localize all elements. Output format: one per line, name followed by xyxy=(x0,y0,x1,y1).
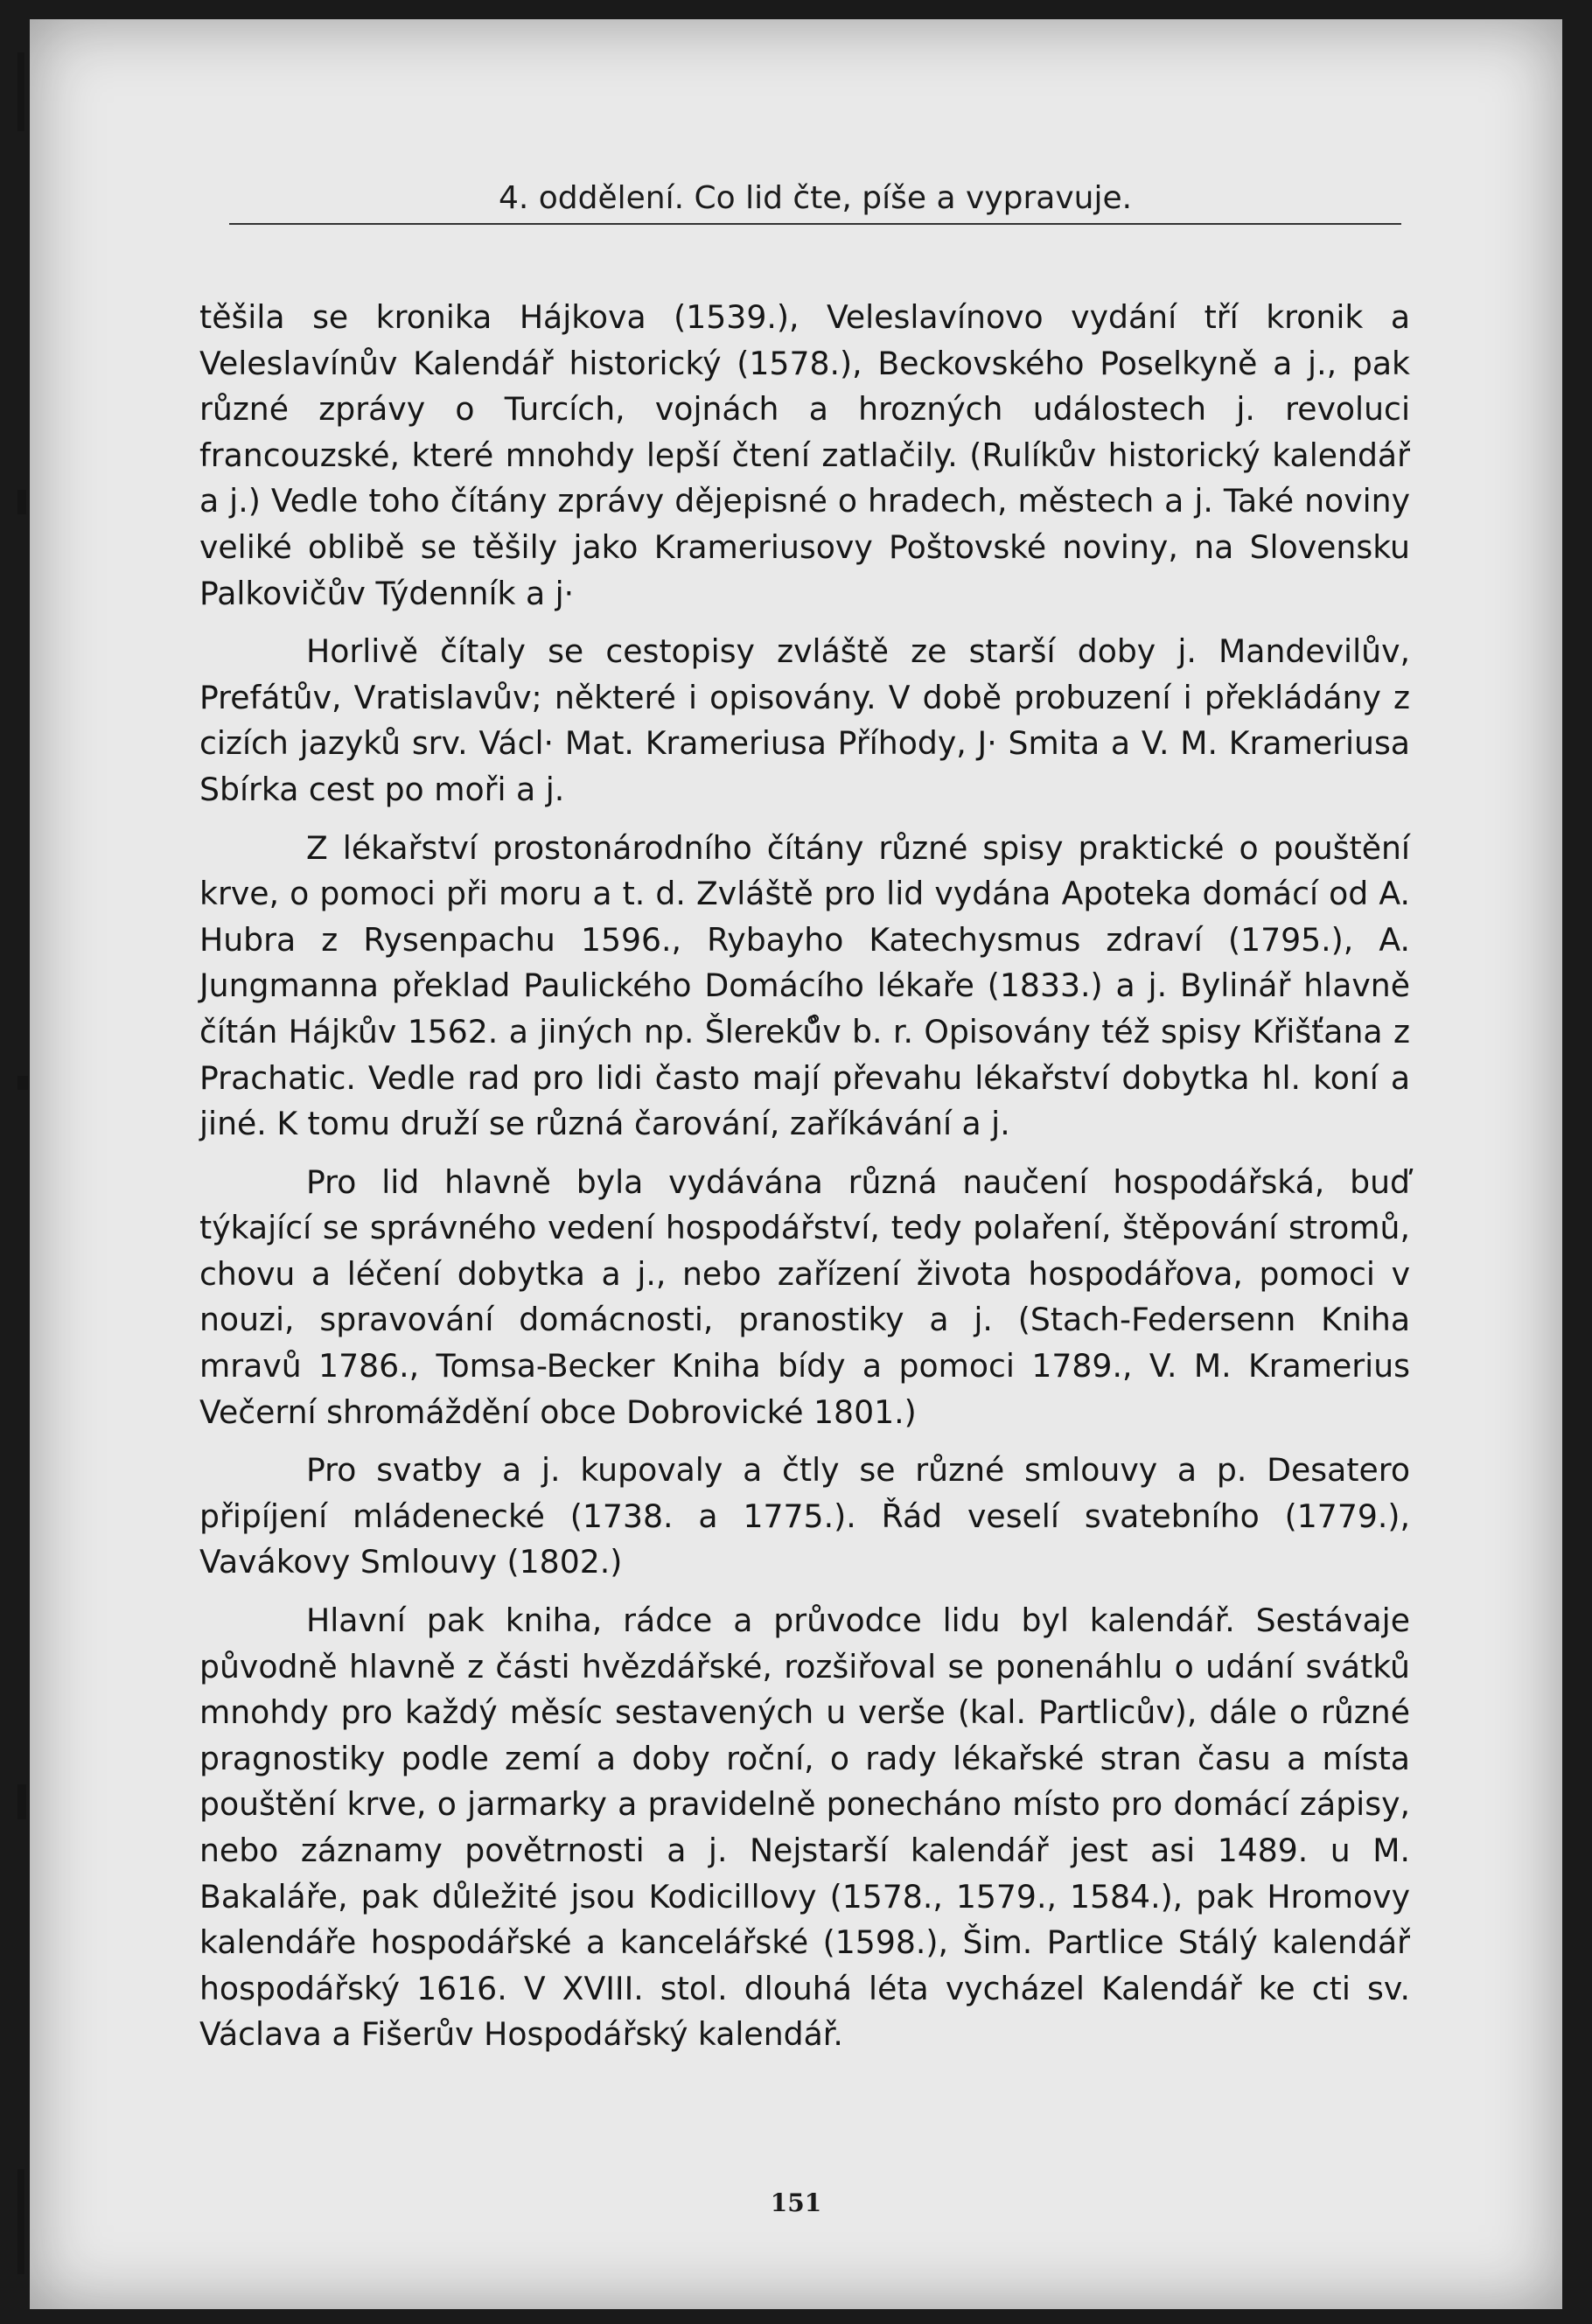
body-text xyxy=(199,295,1410,2070)
running-header: 4. oddělení. Co lid čte, píše a vypravuje. xyxy=(229,180,1401,225)
paragraph: těšila se kronika Hájkova (1539.), Veleslavínovo vydání tří kronik a Veleslavínův Kalendář historický (1578.), Beckovského Poselkyně a j., pak různé zprávy o Turcích, vojnách a hrozných událostech j. revoluci francouzské, které mnohdy lepší čtení zatlačily. (Rulíkův historický kalendář a j.) Vedle toho čítány zprávy dějepisné o hradech, městech a j. Také noviny veliké oblibě se těšily jako Krameriusovy Poštovské noviny, na Slovensku Palkovičův Týdenník a j· xyxy=(199,298,1410,612)
paragraph: Hlavní pak kniha, rádce a průvodce lidu byl kalendář. Sestávaje původně hlavně z části hvězdářské, rozšiřoval se ponenáhlu o udání svátků mnohdy pro každý měsíc sestavených u verše (kal. Partlicův), dále o různé pragnostiky podle zemí a doby roční, o rady lékařské stran času a místa pouštění krve, o jarmarky a pravidelně ponecháno místo pro domácí zápisy, nebo záznamy povětrnosti a j. Nejstarší kalendář jest asi 1489. u M. Bakaláře, pak důležité jsou Kodicillovy (1578., 1579., 1584.), pak Hromovy kalendáře hospodářské a kancelářské (1598.), Šim. Partlice Stálý kalendář hospodářský 1616. V XVIII. stol. dlouhá léta vycházel Kalendář ke cti sv. Václava a Fišerův Hospodářský kalendář. xyxy=(199,1602,1410,2054)
binding-edge-mark xyxy=(17,490,26,514)
binding-edge-mark xyxy=(17,1784,26,1819)
binding-edge-mark xyxy=(17,52,24,131)
paragraph: Z lékařství prostonárodního čítány různé spisy praktické o pouštění krve, o pomoci při moru a t. d. Zvláště pro lid vydána Apoteka domácí od A. Hubra z Rysenpachu 1596., Rybayho Katechysmus zdraví (1795.), A. Jungmanna překlad Paulického Domácího lékaře (1833.) a j. Bylinář hlavně čítán Hájkův 1562. a jiných np. Šlereků̊v b. r. Opisovány též spisy Křišťana z Prachatic. Vedle rad pro lidi často mají převahu lékařství dobytka hl. koní a jiné. K tomu druží se různá čarování, zaříkávání a j. xyxy=(199,828,1410,1143)
binding-edge-mark xyxy=(17,1076,28,1090)
paragraph: Pro lid hlavně byla vydávána různá naučení hospodářská, buď týkající se správného vedení hospodářství, tedy polaření, štěpování stromů, chovu a léčení dobytka a j., nebo zařízení života hospodářova, pomoci v nouzi, spravování domácnosti, pranostiky a j. (Stach-Federsenn Kniha mravů 1786., Tomsa-Becker Kniha bídy a pomoci 1789., V. M. Kramerius Večerní shromáždění obce Dobrovické 1801.) xyxy=(199,1162,1410,1431)
paragraph: Horlivě čítaly se cestopisy zvláště ze starší doby j. Mandevilův, Prefátův, Vratislavův; některé i opisovány. V době probuzení i překládány z cizích jazyků srv. Václ· Mat. Krameriusa Příhody, J· Smita a V. M. Krameriusa Sbírka cest po moři a j. xyxy=(199,632,1410,808)
book-page xyxy=(30,19,1562,2309)
paragraph: Pro svatby a j. kupovaly a čtly se různé smlouvy a p. Desatero připíjení mládenecké (1738. a 1775.). Řád veselí svatebního (1779.), Vavákovy Smlouvy (1802.) xyxy=(199,1451,1410,1581)
binding-edge-mark xyxy=(17,2169,24,2274)
page-number: 151 xyxy=(770,2188,822,2217)
